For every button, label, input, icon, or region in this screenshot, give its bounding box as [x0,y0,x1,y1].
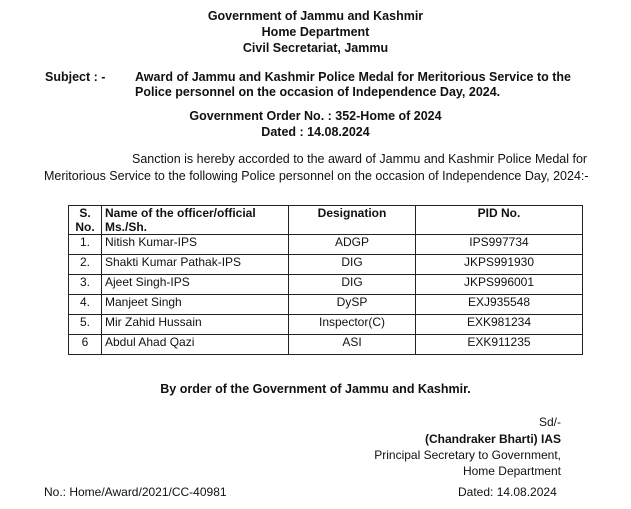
order-number: Government Order No. : 352-Home of 2024 [189,109,442,123]
signatory-department: Home Department [462,464,561,478]
cell-designation: Inspector(C) [289,315,416,335]
cell-name: Nitish Kumar-IPS [102,235,289,255]
cell-sno: 4. [69,295,102,315]
col-sno: S. No. [69,206,102,235]
table-row [69,275,583,295]
signature-sd: Sd/- [538,415,561,429]
sanction-paragraph: Sanction is hereby accorded to the award of Jammu and Kashmir Police Medal for Meritorious Service to the following Police personnel on the occasion of Independence Day, 2024:- [44,152,589,183]
cell-pid: IPS997734 [416,235,583,255]
subject-label: Subject : - [45,70,106,84]
table-row [69,295,583,315]
table-row [69,235,583,255]
col-designation: Designation [289,206,416,235]
cell-pid: EXK911235 [416,335,583,355]
cell-name: Ajeet Singh-IPS [102,275,289,295]
by-order-line: By order of the Government of Jammu and Kashmir. [160,382,471,396]
cell-sno: 1. [69,235,102,255]
header-secretariat: Civil Secretariat, Jammu [242,41,389,55]
cell-name: Manjeet Singh [102,295,289,315]
cell-name: Mir Zahid Hussain [102,315,289,335]
cell-sno: 6 [69,335,102,355]
header-government: Government of Jammu and Kashmir [207,9,424,23]
cell-designation: ADGP [289,235,416,255]
signatory-name: (Chandraker Bharti) IAS [424,432,561,446]
order-date: Dated : 14.08.2024 [261,125,370,139]
cell-pid: JKPS991930 [416,255,583,275]
table-row [69,315,583,335]
cell-pid: EXJ935548 [416,295,583,315]
cell-name: Abdul Ahad Qazi [102,335,289,355]
cell-sno: 3. [69,275,102,295]
cell-sno: 5. [69,315,102,335]
table-header-row [69,206,583,235]
cell-pid: JKPS996001 [416,275,583,295]
table-row [69,255,583,275]
signatory-title: Principal Secretary to Government, [374,448,561,462]
cell-designation: DIG [289,275,416,295]
reference-number: No.: Home/Award/2021/CC-40981 [44,485,227,499]
subject-text: Award of Jammu and Kashmir Police Medal for Meritorious Service to the Police personnel on the occasion of Independence Day, 2024. [135,70,571,99]
cell-designation: DIG [289,255,416,275]
cell-name: Shakti Kumar Pathak-IPS [102,255,289,275]
col-pid: PID No. [416,206,583,235]
reference-date: Dated: 14.08.2024 [458,485,557,499]
cell-pid: EXK981234 [416,315,583,335]
cell-sno: 2. [69,255,102,275]
header-department: Home Department [261,25,370,39]
medal-table [68,205,583,355]
col-name: Name of the officer/official Ms./Sh. [102,206,289,235]
cell-designation: ASI [289,335,416,355]
cell-designation: DySP [289,295,416,315]
table-row [69,335,583,355]
